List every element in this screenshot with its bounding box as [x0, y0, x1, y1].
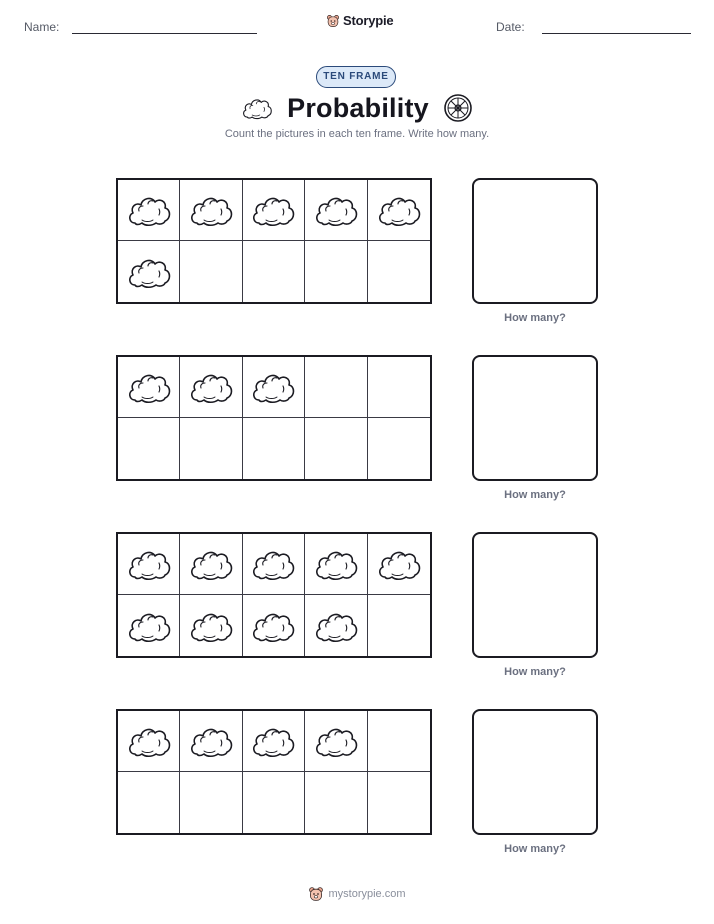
cloud-icon	[313, 609, 359, 643]
ten-frame-cell	[368, 241, 430, 302]
ten-frame-cell	[368, 357, 430, 418]
ten-frame-cell	[180, 241, 242, 302]
wheel-icon	[443, 93, 473, 123]
cloud-icon	[126, 547, 172, 581]
cloud-icon	[376, 547, 422, 581]
ten-frame-cell	[118, 180, 180, 241]
footer-url[interactable]: mystorypie.com	[328, 888, 406, 900]
ten-frame-cell	[243, 418, 305, 479]
ten-frame-cell	[305, 772, 367, 833]
answer-box[interactable]	[472, 532, 598, 658]
storypie-mascot-icon	[326, 14, 340, 28]
answer-box[interactable]	[472, 355, 598, 481]
ten-frame-cell	[305, 595, 367, 656]
ten-frame-cell	[180, 534, 242, 595]
cloud-icon	[126, 724, 172, 758]
cloud-icon	[188, 193, 234, 227]
cloud-icon	[250, 370, 296, 404]
ten-frame-cell	[180, 595, 242, 656]
name-label: Name:	[24, 20, 60, 34]
ten-frame-cell	[180, 418, 242, 479]
page-title: Probability	[287, 92, 429, 123]
ten-frame-cell	[243, 595, 305, 656]
storypie-mascot-icon	[308, 886, 324, 902]
ten-frame-cell	[305, 534, 367, 595]
ten-frame-cell	[243, 711, 305, 772]
ten-frame-cell	[368, 711, 430, 772]
cloud-icon	[126, 255, 172, 289]
ten-frame-cell	[305, 418, 367, 479]
cloud-icon	[188, 609, 234, 643]
cloud-icon	[313, 547, 359, 581]
ten-frame	[116, 178, 432, 304]
answer-box[interactable]	[472, 709, 598, 835]
ten-frame-cell	[243, 241, 305, 302]
ten-frame-cell	[180, 772, 242, 833]
ten-frame-cell	[368, 418, 430, 479]
how-many-label: How many?	[504, 666, 566, 678]
name-line[interactable]	[72, 33, 257, 34]
ten-frame-cell	[243, 534, 305, 595]
answer-box[interactable]	[472, 178, 598, 304]
ten-frame-cell	[118, 772, 180, 833]
ten-frame-cell	[243, 772, 305, 833]
ten-frame-cell	[180, 711, 242, 772]
ten-frame-cell	[305, 711, 367, 772]
date-label: Date:	[496, 20, 525, 34]
category-badge: TEN FRAME	[316, 66, 396, 88]
cloud-icon	[313, 193, 359, 227]
title-row	[0, 90, 714, 126]
footer	[0, 886, 714, 902]
cloud-icon	[250, 609, 296, 643]
ten-frame-cell	[180, 180, 242, 241]
cloud-icon	[188, 724, 234, 758]
ten-frame-cell	[243, 357, 305, 418]
how-many-label: How many?	[504, 843, 566, 855]
ten-frame-cell	[180, 357, 242, 418]
ten-frame	[116, 709, 432, 835]
brand-logo	[326, 13, 393, 28]
ten-frame-cell	[305, 241, 367, 302]
cloud-icon	[188, 547, 234, 581]
ten-frame-cell	[118, 595, 180, 656]
ten-frame-cell	[118, 711, 180, 772]
ten-frame-cell	[118, 534, 180, 595]
ten-frame-cell	[118, 357, 180, 418]
cloud-icon	[126, 193, 172, 227]
ten-frame-cell	[368, 772, 430, 833]
ten-frame	[116, 355, 432, 481]
instructions: Count the pictures in each ten frame. Write how many.	[224, 128, 490, 140]
cloud-icon	[250, 724, 296, 758]
cloud-icon	[313, 724, 359, 758]
ten-frame-cell	[305, 180, 367, 241]
ten-frame-cell	[243, 180, 305, 241]
ten-frame	[116, 532, 432, 658]
how-many-label: How many?	[504, 489, 566, 501]
date-line[interactable]	[542, 33, 691, 34]
ten-frame-cell	[368, 595, 430, 656]
cloud-icon	[250, 193, 296, 227]
cloud-icon	[126, 609, 172, 643]
ten-frame-cell	[368, 180, 430, 241]
ten-frame-cell	[118, 241, 180, 302]
ten-frame-cell	[368, 534, 430, 595]
cloud-icon	[250, 547, 296, 581]
how-many-label: How many?	[504, 312, 566, 324]
brand-name: Storypie	[343, 13, 394, 28]
cloud-icon	[376, 193, 422, 227]
ten-frame-cell	[305, 357, 367, 418]
cloud-icon	[241, 96, 273, 120]
cloud-icon	[126, 370, 172, 404]
cloud-icon	[188, 370, 234, 404]
ten-frame-cell	[118, 418, 180, 479]
